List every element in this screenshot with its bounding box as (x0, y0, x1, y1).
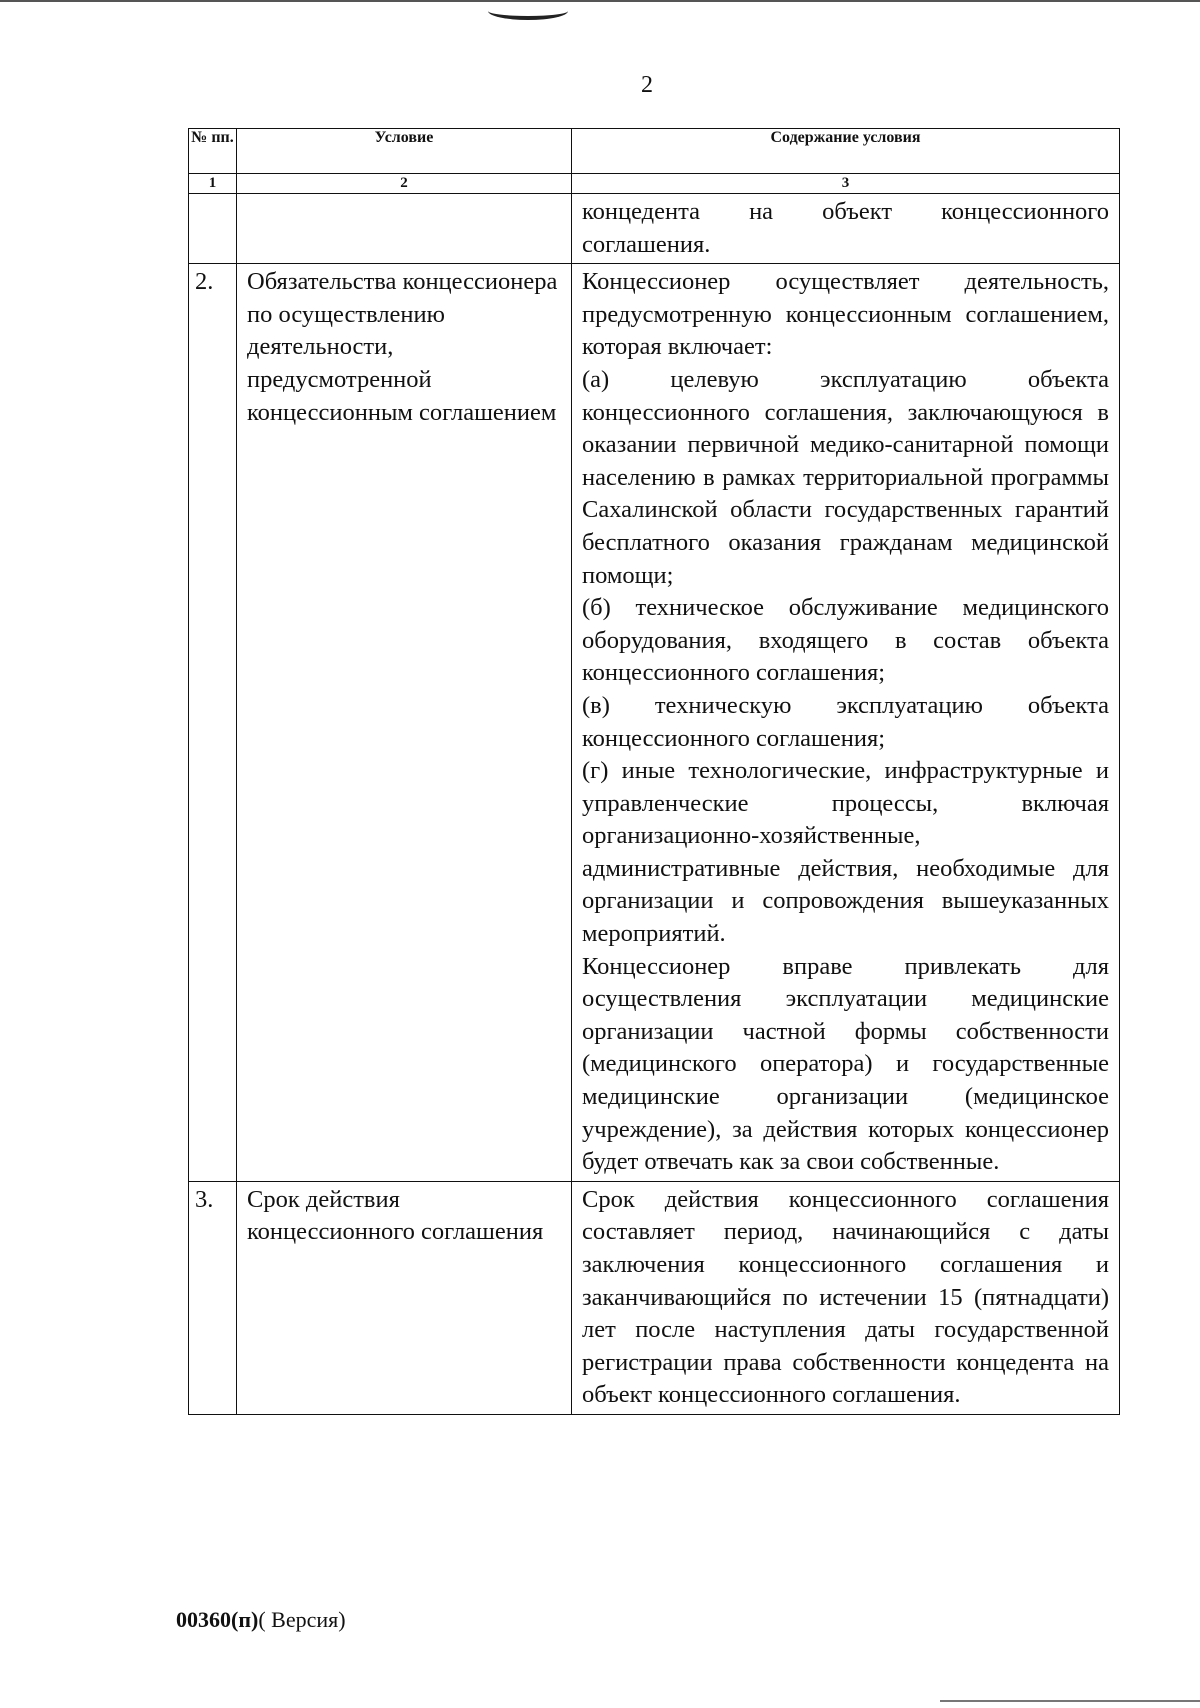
content-paragraph: Концессионер вправе привлекать для осуществления эксплуатации медицинские организации частной формы собственности (медицинского оператора) и государственные медицинские организации (медицинское учреждение), за действия которых концессионер будет отвечать как за свои собственные. (582, 952, 1109, 1176)
column-number-row (189, 174, 1120, 194)
header-num: № пп. (189, 129, 237, 174)
table-header-row (189, 129, 1120, 174)
scan-bottom-edge (940, 1700, 1200, 1702)
document-code-number: 00360(п) (176, 1607, 259, 1632)
row-condition: Обязательства концессионера по осуществлению деятельности, предусмотренной концессионным соглашением (237, 264, 572, 1182)
content-list-item: (б) техническое обслуживание медицинского оборудования, входящего в состав объекта концессионного соглашения; (582, 594, 1109, 687)
content-paragraph: Срок действия концессионного соглашения составляет период, начинающийся с даты заключения концессионного соглашения и заканчивающийся по истечении 15 (пятнадцати) лет после наступления даты государственной регистрации права собственности концедента на объект концессионного соглашения. (582, 1185, 1109, 1409)
conditions-table (188, 128, 1120, 1415)
row-condition (237, 194, 572, 264)
document-version: ( Версия) (258, 1607, 346, 1632)
page-number: 2 (641, 72, 653, 98)
content-paragraph: концедента на объект концессионного соглашения. (582, 198, 1109, 258)
row-content (572, 1181, 1120, 1414)
header-condition: Условие (237, 129, 572, 174)
column-number: 2 (237, 174, 572, 194)
table-row (189, 264, 1120, 1182)
row-content (572, 194, 1120, 264)
content-paragraph: Концессионер осуществляет деятельность, предусмотренную концессионным соглашением, которая включает: (582, 268, 1109, 361)
row-content (572, 264, 1120, 1182)
content-list-item: (г) иные технологические, инфраструктурные и управленческие процессы, включая организационно-хозяйственные, административные действия, необходимые для организации и сопровождения вышеуказанных мероприятий. (582, 757, 1109, 948)
content-list-item: (в) техническую эксплуатацию объекта концессионного соглашения; (582, 691, 1109, 752)
table-row (189, 194, 1120, 264)
column-number: 3 (572, 174, 1120, 194)
document-code (176, 1607, 346, 1633)
header-content: Содержание условия (572, 129, 1120, 174)
row-number (189, 194, 237, 264)
scan-binding-mark (488, 2, 568, 20)
scan-top-edge (0, 0, 1200, 2)
row-condition: Срок действия концессионного соглашения (237, 1181, 572, 1414)
table-row (189, 1181, 1120, 1414)
column-number: 1 (189, 174, 237, 194)
content-list-item: (а) целевую эксплуатацию объекта концессионного соглашения, заключающуюся в оказании первичной медико-санитарной помощи населению в рамках территориальной программы Сахалинской области государственных гарантий бесплатного оказания гражданам медицинской помощи; (582, 365, 1109, 589)
row-number: 2. (189, 264, 237, 1182)
row-number: 3. (189, 1181, 237, 1414)
